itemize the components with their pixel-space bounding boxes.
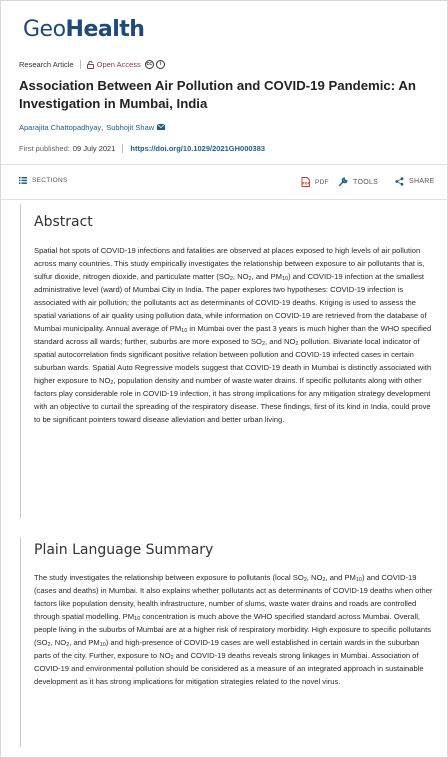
- share-button[interactable]: [395, 177, 435, 186]
- author-link[interactable]: Aparajita Chattopadhyay: [19, 123, 102, 132]
- article-meta-row: [19, 60, 165, 69]
- open-lock-icon: [87, 61, 94, 69]
- doi-link[interactable]: https://doi.org/10.1029/2021GH000383: [130, 144, 266, 153]
- cc-icon: cc: [146, 61, 153, 67]
- plain-language-summary-text: The study investigates the relationship between exposure to pollutants (local $SO_2$, $NO_2$, and $PM_{10}$) and COVID-19 (cases and deaths) in Mumbai. It also explains whether pollutants act as determinants of COVID-19 deaths when other factors like population density, health infrastructure, number of slums, waste water drains and roads are controlled through spatial modelling. $PM_{10}$ concentration is much above the WHO specified standard across Mumbai. Overall, people living in the suburbs of Mumbai are at a higher risk of respiratory morbidity. High exposure to specific pollutants ($SO_2$, $NO_2$, and $PM_{10}$) and high-presence of COVID-19 cases are well established in certain wards in the suburban parts of the city. Further, exposure to $NO_2$ and COVID-19 deaths reveals strong linkages in Mumbai. Association of COVID-19 and environmental pollution should be considered as a measure of an integrated approach in sustainable development as it has strong implications for mitigation strategies related to the novel virus.: [34, 573, 433, 686]
- pdf-icon: [301, 177, 310, 187]
- article-title: Association Between Air Pollution and COVID-19 Pandemic: An Investigation in Mumbai, India: [19, 78, 416, 111]
- article-toolbar: [1, 164, 448, 200]
- abstract-text: Spatial hot spots of COVID-19 infections and fatalities are observed at places exposed to high levels of air pollution across many countries. This study empirically investigates the relationship between exposure to air pollutants that is, sulfur dioxide, nitrogen dioxide, and particulate matter ($SO_2$, $NO_2$, and $PM_{10}$) and COVID-19 infection at the smallest administrative level (ward) of Mumbai City in India. The paper explores two hypotheses: COVID-19 infection is associated with air pollution; the pollutants act as determinants of COVID-19 deaths. Kriging is used to assess the spatial variations of air quality using pollution data, while information on COVID-19 are retrieved from the database of Mumbai municipality. Annual average of $PM_{10}$ in Mumbai over the past 3 years is much higher than the WHO specified standard across all wards; further, suburbs are more exposed to $SO_2$, and $NO_2$ pollution. Bivariate local indicator of spatial autocorrelation finds significant positive relation between pollution and COVID-19 infected cases in certain suburban wards. Spatial Auto Regressive models suggest that COVID-19 death in Mumbai is distinctly associated with higher exposure to $NO_2$, population density and number of waste water drains. If specific pollutants along with other factors play considerable role in COVID-19 infection, it has strong implications for any mitigation strategy development with an objective to curtail the spreading of the respiratory disease. These findings, first of its kind in India, could prove to be significant pointers toward disease alleviation and better urban living.: [34, 246, 432, 424]
- author-separator: ,: [101, 123, 104, 132]
- abstract-section: [20, 204, 433, 518]
- creative-commons-icon[interactable]: [145, 60, 165, 69]
- pdf-button[interactable]: [301, 177, 329, 187]
- sections-label: SECTIONS: [32, 177, 68, 184]
- article-type: Research Article: [19, 60, 74, 69]
- share-label: SHARE: [409, 178, 435, 185]
- svg-text:PDF: PDF: [302, 181, 310, 186]
- journal-logo[interactable]: GeoHealth: [23, 17, 145, 42]
- publication-date: 09 July 2021: [72, 144, 116, 153]
- publication-info: [19, 144, 265, 153]
- plain-language-summary-heading: Plain Language Summary: [34, 542, 214, 558]
- tools-label: TOOLS: [353, 178, 379, 186]
- first-published-label: First published:: [19, 144, 70, 153]
- email-icon[interactable]: [157, 123, 165, 132]
- tools-button[interactable]: [338, 177, 378, 187]
- sections-button[interactable]: [19, 177, 68, 184]
- open-access-label[interactable]: Open Access: [96, 60, 141, 69]
- share-icon: [395, 177, 404, 186]
- divider: [122, 144, 123, 153]
- plain-language-summary-section: [20, 537, 433, 747]
- author-list: [19, 123, 165, 132]
- wrench-icon: [338, 177, 348, 187]
- pdf-label: PDF: [315, 178, 329, 186]
- abstract-heading: Abstract: [34, 214, 93, 230]
- cc-by-icon: i: [156, 60, 165, 69]
- divider: [80, 60, 81, 69]
- author-link[interactable]: Subhojit Shaw: [106, 123, 155, 132]
- list-icon: [19, 177, 27, 184]
